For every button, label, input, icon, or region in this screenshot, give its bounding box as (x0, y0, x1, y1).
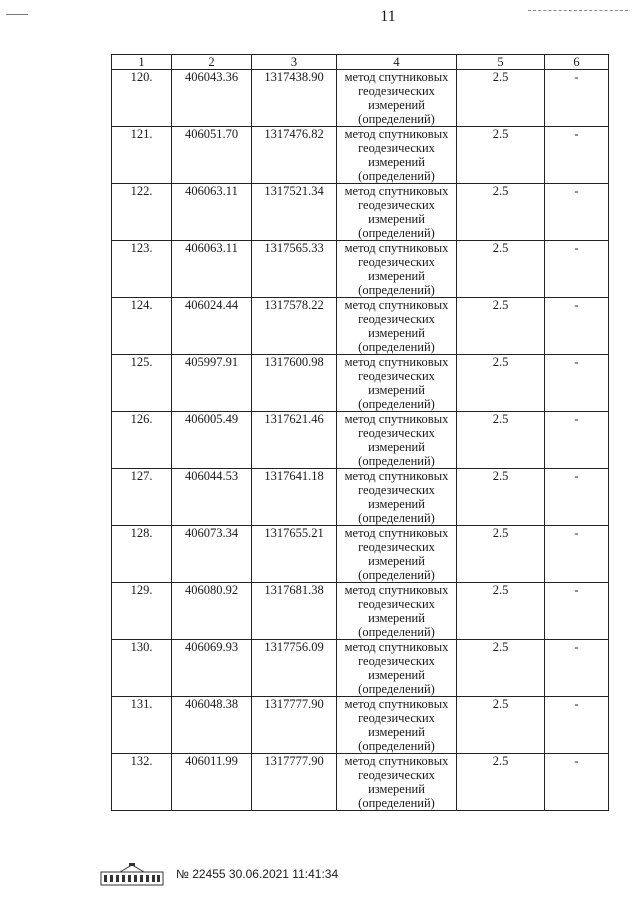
note-cell: - (545, 754, 609, 811)
note-cell: - (545, 412, 609, 469)
note-cell: - (545, 469, 609, 526)
method-cell: метод спутниковых геодезических измерений (определений) (337, 127, 457, 184)
x-coordinate-cell: 406063.11 (172, 241, 252, 298)
document-stamp: № 22455 30.06.2021 11:41:34 (176, 867, 339, 881)
method-cell: метод спутниковых геодезических измерений (определений) (337, 640, 457, 697)
accuracy-cell: 2.5 (457, 583, 545, 640)
point-number-cell: 125. (112, 355, 172, 412)
x-coordinate-cell: 406073.34 (172, 526, 252, 583)
table-row (112, 526, 609, 583)
accuracy-cell: 2.5 (457, 298, 545, 355)
y-coordinate-cell: 1317521.34 (252, 184, 337, 241)
table-row (112, 127, 609, 184)
note-cell: - (545, 640, 609, 697)
accuracy-cell: 2.5 (457, 184, 545, 241)
point-number-cell: 130. (112, 640, 172, 697)
note-cell: - (545, 697, 609, 754)
accuracy-cell: 2.5 (457, 640, 545, 697)
y-coordinate-cell: 1317681.38 (252, 583, 337, 640)
y-coordinate-cell: 1317756.09 (252, 640, 337, 697)
left-margin-mark (6, 14, 28, 15)
y-coordinate-cell: 1317578.22 (252, 298, 337, 355)
x-coordinate-cell: 406051.70 (172, 127, 252, 184)
table-row (112, 583, 609, 640)
accuracy-cell: 2.5 (457, 355, 545, 412)
point-number-cell: 121. (112, 127, 172, 184)
x-coordinate-cell: 406024.44 (172, 298, 252, 355)
table-header-row (112, 55, 609, 70)
x-coordinate-cell: 406080.92 (172, 583, 252, 640)
table-row (112, 241, 609, 298)
coordinates-table (111, 54, 609, 811)
accuracy-cell: 2.5 (457, 127, 545, 184)
table-row (112, 469, 609, 526)
x-coordinate-cell: 406043.36 (172, 70, 252, 127)
y-coordinate-cell: 1317476.82 (252, 127, 337, 184)
note-cell: - (545, 241, 609, 298)
point-number-cell: 122. (112, 184, 172, 241)
x-coordinate-cell: 406005.49 (172, 412, 252, 469)
y-coordinate-cell: 1317777.90 (252, 697, 337, 754)
x-coordinate-cell: 406048.38 (172, 697, 252, 754)
note-cell: - (545, 70, 609, 127)
point-number-cell: 127. (112, 469, 172, 526)
y-coordinate-cell: 1317641.18 (252, 469, 337, 526)
accuracy-cell: 2.5 (457, 412, 545, 469)
method-cell: метод спутниковых геодезических измерений (определений) (337, 355, 457, 412)
x-coordinate-cell: 406044.53 (172, 469, 252, 526)
accuracy-cell: 2.5 (457, 526, 545, 583)
table-row (112, 70, 609, 127)
point-number-cell: 129. (112, 583, 172, 640)
table-row (112, 298, 609, 355)
y-coordinate-cell: 1317621.46 (252, 412, 337, 469)
method-cell: метод спутниковых геодезических измерений (определений) (337, 184, 457, 241)
point-number-cell: 132. (112, 754, 172, 811)
note-cell: - (545, 298, 609, 355)
accuracy-cell: 2.5 (457, 697, 545, 754)
header-col-5: 5 (457, 55, 545, 70)
table-row (112, 697, 609, 754)
method-cell: метод спутниковых геодезических измерений (определений) (337, 583, 457, 640)
point-number-cell: 124. (112, 298, 172, 355)
method-cell: метод спутниковых геодезических измерений (определений) (337, 241, 457, 298)
table-row (112, 184, 609, 241)
table-row (112, 412, 609, 469)
method-cell: метод спутниковых геодезических измерений (определений) (337, 754, 457, 811)
x-coordinate-cell: 405997.91 (172, 355, 252, 412)
point-number-cell: 128. (112, 526, 172, 583)
y-coordinate-cell: 1317565.33 (252, 241, 337, 298)
note-cell: - (545, 355, 609, 412)
x-coordinate-cell: 406011.99 (172, 754, 252, 811)
header-col-1: 1 (112, 55, 172, 70)
point-number-cell: 126. (112, 412, 172, 469)
method-cell: метод спутниковых геодезических измерений (определений) (337, 697, 457, 754)
y-coordinate-cell: 1317655.21 (252, 526, 337, 583)
header-col-2: 2 (172, 55, 252, 70)
header-col-6: 6 (545, 55, 609, 70)
point-number-cell: 131. (112, 697, 172, 754)
note-cell: - (545, 583, 609, 640)
table-row (112, 355, 609, 412)
accuracy-cell: 2.5 (457, 469, 545, 526)
accuracy-cell: 2.5 (457, 241, 545, 298)
header-col-3: 3 (252, 55, 337, 70)
footer (100, 862, 338, 886)
method-cell: метод спутниковых геодезических измерений (определений) (337, 70, 457, 127)
note-cell: - (545, 526, 609, 583)
point-number-cell: 120. (112, 70, 172, 127)
method-cell: метод спутниковых геодезических измерений (определений) (337, 412, 457, 469)
x-coordinate-cell: 406063.11 (172, 184, 252, 241)
note-cell: - (545, 127, 609, 184)
method-cell: метод спутниковых геодезических измерений (определений) (337, 526, 457, 583)
y-coordinate-cell: 1317600.98 (252, 355, 337, 412)
building-seal-icon (100, 862, 164, 886)
note-cell: - (545, 184, 609, 241)
point-number-cell: 123. (112, 241, 172, 298)
method-cell: метод спутниковых геодезических измерений (определений) (337, 469, 457, 526)
accuracy-cell: 2.5 (457, 754, 545, 811)
table-row (112, 754, 609, 811)
x-coordinate-cell: 406069.93 (172, 640, 252, 697)
method-cell: метод спутниковых геодезических измерений (определений) (337, 298, 457, 355)
y-coordinate-cell: 1317777.90 (252, 754, 337, 811)
y-coordinate-cell: 1317438.90 (252, 70, 337, 127)
table-row (112, 640, 609, 697)
page-number: 11 (380, 8, 396, 25)
header-col-4: 4 (337, 55, 457, 70)
accuracy-cell: 2.5 (457, 70, 545, 127)
